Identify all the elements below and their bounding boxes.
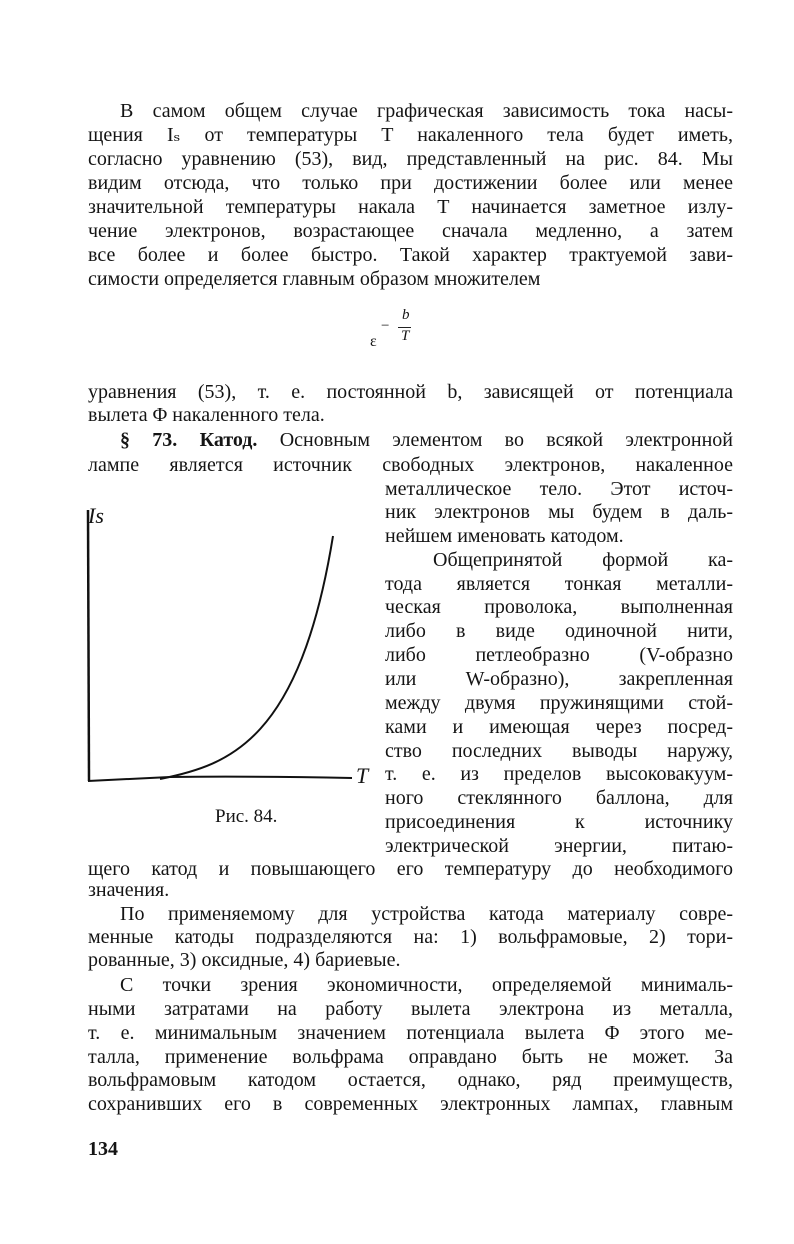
paragraph-6-line: талла, применение вольфрама оправдано быть не может. За — [88, 1046, 733, 1068]
paragraph-2-line: уравнения (53), т. е. постоянной b, зависящей от потенциала — [88, 381, 733, 403]
paragraph-6-line: сохранивших его в современных электронных лампах, главным — [88, 1093, 733, 1115]
paragraph-6-line: вольфрамовым катодом остается, однако, ряд преимуществ, — [88, 1069, 733, 1091]
paragraph-4-line: ного стеклянного баллона, для — [385, 787, 733, 809]
paragraph-1-line: щения Iₛ от температуры T накаленного тела будет иметь, — [88, 124, 733, 146]
y-axis — [88, 510, 89, 781]
figure-caption: Рис. 84. — [215, 806, 278, 827]
section-73-line: лампе является источник свободных электронов, накаленное — [88, 454, 733, 476]
paragraph-6-line: т. е. минимальным значением потенциала вылета Φ этого ме- — [88, 1022, 733, 1044]
paragraph-4-line: ство последних выводы наружу, — [385, 740, 733, 762]
paragraph-5-line: По применяемому для устройства катода материалу совре- — [120, 903, 733, 925]
formula-numerator: b — [402, 307, 410, 323]
paragraph-1-line: В самом общем случае графическая зависимость тока насы- — [120, 100, 733, 122]
paragraph-6-line: ными затратами на работу вылета электрона из металла, — [88, 998, 733, 1020]
section-73-line: нейшем именовать катодом. — [385, 525, 624, 547]
paragraph-4-line: значения. — [88, 879, 170, 901]
paragraph-4-line: ками и имеющая через посред- — [385, 716, 733, 738]
paragraph-1-line: видим отсюда, что только при достижении более или менее — [88, 172, 733, 194]
section-73-line: металлическое тело. Этот источ- — [385, 478, 733, 500]
paragraph-4-line: Общепринятой формой ка- — [433, 549, 733, 571]
paragraph-1-line: все более и более быстро. Такой характер трактуемой зави- — [88, 244, 733, 266]
paragraph-4-line: тода является тонкая металли- — [385, 573, 733, 595]
paragraph-1-line: согласно уравнению (53), вид, представленный на рис. 84. Мы — [88, 148, 733, 170]
paragraph-4-line: электрической энергии, питаю- — [385, 835, 733, 857]
saturation-current-curve — [160, 536, 333, 779]
paragraph-4-line: либо в виде одиночной нити, — [385, 620, 733, 642]
paragraph-4-line: т. е. из пределов высоковакуум- — [385, 763, 733, 785]
paragraph-4-line: либо петлеобразно (V-образно — [385, 644, 733, 666]
x-axis-label: T — [356, 763, 369, 788]
paragraph-4-line: между двумя пружинящими стой- — [385, 692, 733, 714]
paragraph-1-line: чение электронов, возрастающее сначала медленно, а затем — [88, 220, 733, 242]
paragraph-6-line: С точки зрения экономичности, определяемой минималь- — [120, 974, 733, 996]
paragraph-5-line: рованные, 3) оксидные, 4) бариевые. — [88, 949, 401, 971]
section-first-line-text: Основным элементом во всякой электронной — [257, 429, 733, 451]
formula-base: ε — [370, 333, 377, 350]
page-number: 134 — [88, 1138, 118, 1160]
paragraph-2-line: вылета Φ накаленного тела. — [88, 404, 325, 426]
paragraph-4-line: ческая проволока, выполненная — [385, 596, 733, 618]
section-heading: § 73. Катод. — [120, 429, 258, 451]
paragraph-4-line: присоединения к источнику — [385, 811, 733, 833]
paragraph-4-line: щего катод и повышающего его температуру до необходимого — [88, 858, 733, 880]
formula-minus: − — [381, 318, 390, 334]
paragraph-1-line: симости определяется главным образом множителем — [88, 268, 541, 290]
y-axis-label: Is — [88, 503, 104, 528]
x-axis — [88, 777, 352, 781]
paragraph-4-line: или W-образно), закрепленная — [385, 668, 733, 690]
paragraph-1-line: значительной температуры накала T начинается заметное излу- — [88, 196, 733, 218]
paragraph-5-line: менные катоды подразделяются на: 1) вольфрамовые, 2) тори- — [88, 926, 733, 948]
section-73-line: ник электронов мы будем в даль- — [385, 501, 733, 523]
formula-denominator: T — [401, 328, 410, 344]
